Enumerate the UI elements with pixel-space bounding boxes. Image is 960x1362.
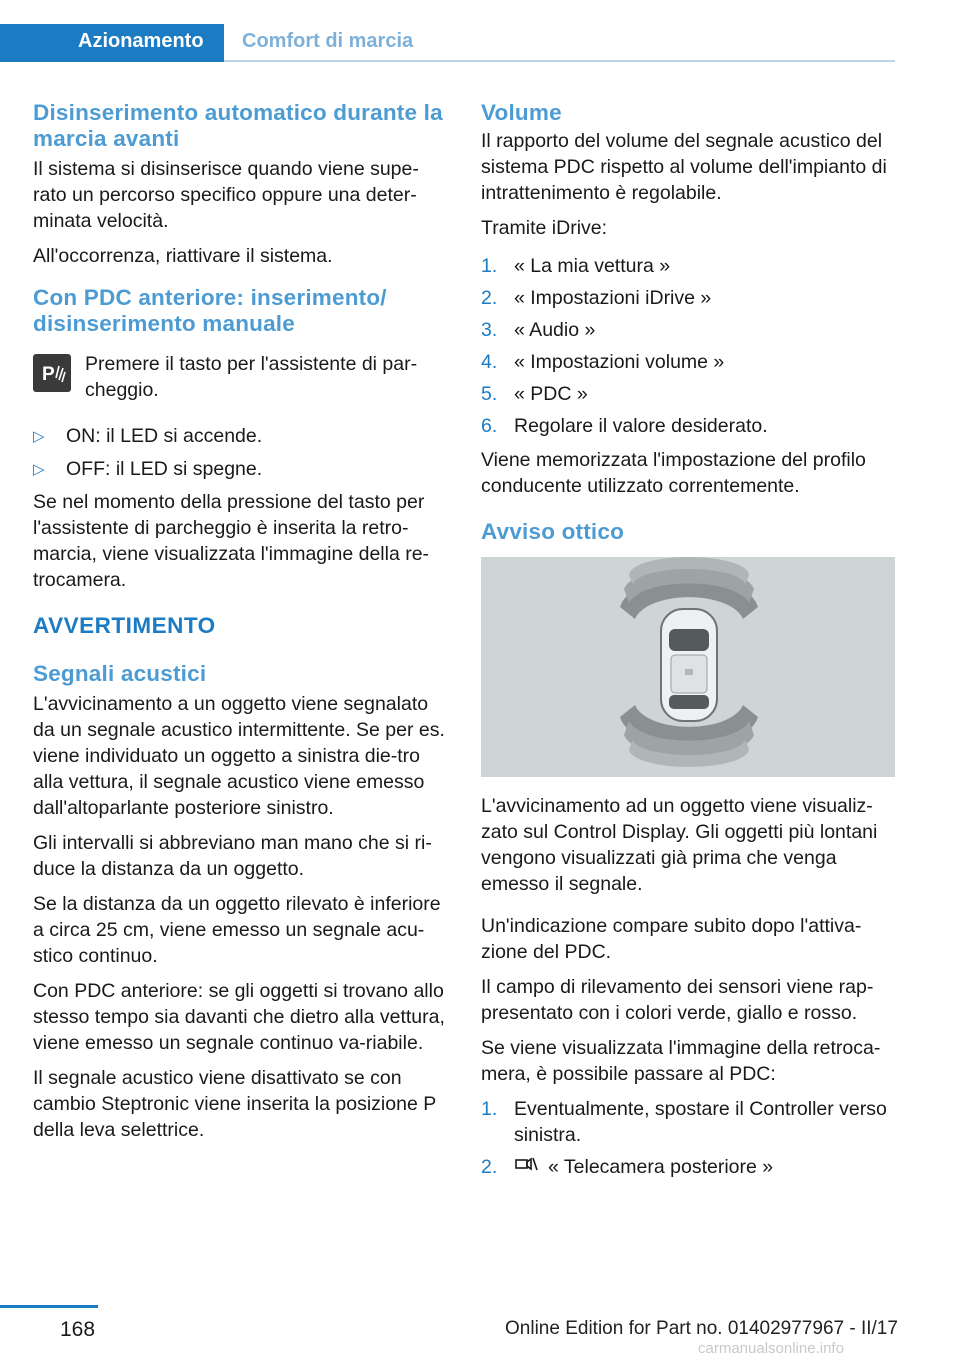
warning-heading: AVVERTIMENTO [33,613,216,638]
step-item [481,317,896,343]
step-item [481,253,896,279]
paragraph: Il rapporto del volume del segnale acustico del sistema PDC rispetto al volume dell'impianto di intrattenimento è regolabile. [481,130,887,204]
heading-auto-disable: Disinserimento automatico durante la marcia avanti [33,100,443,151]
page-number-rule [0,1305,98,1308]
led-state-list [33,423,448,483]
step-text: « Audio » [514,319,596,341]
list-item-text: ON: il LED si accende. [66,425,263,447]
paragraph: L'avvicinamento ad un oggetto viene visualiz-zato sul Control Display. Gli oggetti più lontani vengono visualizzati già prima che venga emesso il segnale. [481,795,878,895]
watermark: carmanualsonline.info [698,1340,844,1357]
paragraph: Con PDC anteriore: se gli oggetti si trovano allo stesso tempo sia davanti che dietro alla vettura, viene emesso un segnale continuo va-riabile. [33,980,445,1054]
step-number: 1. [481,255,498,277]
svg-text:P: P [42,364,55,385]
step-text: Eventualmente, spostare il Controller verso sinistra. [514,1098,887,1146]
paragraph: Viene memorizzata l'impostazione del profilo conducente utilizzato correntemente. [481,449,866,497]
idrive-steps [481,253,896,439]
step-text: « Impostazioni iDrive » [514,287,712,309]
step-number: 2. [481,1156,498,1178]
step-number: 1. [481,1098,498,1120]
heading-acoustic-signals: Segnali acustici [33,661,207,686]
step-item [481,1096,896,1148]
step-text: « Impostazioni volume » [514,351,725,373]
car-sensor-diagram [481,557,895,777]
step-number: 2. [481,287,498,309]
paragraph: Il segnale acustico viene disattivato se con cambio Steptronic viene inserita la posizione P della leva selettrice. [33,1067,436,1141]
triangle-bullet-icon: ▷ [33,428,45,445]
step-number: 4. [481,351,498,373]
step-text: « La mia vettura » [514,255,671,277]
right-column [481,100,896,1189]
edition-note: Online Edition for Part no. 01402977967 - II/17 [505,1318,898,1339]
step-item [481,285,896,311]
heading-manual-toggle: Con PDC anteriore: inserimento/ disinserimento manuale [33,285,387,336]
button-text: Premere il tasto per l'assistente di par-cheggio. [85,353,418,401]
triangle-bullet-icon: ▷ [33,461,45,478]
step-item [481,349,896,375]
step-text: Regolare il valore desiderato. [514,415,768,437]
paragraph: L'avvicinamento a un oggetto viene segnalato da un segnale acustico intermittente. Se per es. viene individuato un oggetto a sinistra die-tro alla vettura, il segnale acustico viene emesso dall'altoparlante posteriore sinistro. [33,693,445,819]
camera-steps [481,1096,896,1181]
paragraph: Se nel momento della pressione del tasto per l'assistente di parcheggio è inserita la retro-marcia, viene visualizzata l'immagine della re-trocamera. [33,491,430,591]
paragraph: Se la distanza da un oggetto rilevato è inferiore a circa 25 cm, viene emesso un segnale acu-stico continuo. [33,893,441,967]
paragraph: Il campo di rilevamento dei sensori viene rap-presentato con i colori verde, giallo e rosso. [481,976,874,1024]
paragraph: Se viene visualizzata l'immagine della retroca-mera, è possibile passare al PDC: [481,1037,881,1085]
step-number: 6. [481,415,498,437]
paragraph: Tramite iDrive: [481,217,608,239]
pdc-display-illustration [481,557,895,777]
list-item-text: OFF: il LED si spegne. [66,458,263,480]
header-tabs [0,0,895,62]
heading-visual-warning: Avviso ottico [481,519,625,544]
paragraph: Gli intervalli si abbreviano man mano che si ri-duce la distanza da un oggetto. [33,832,432,880]
button-instruction [33,351,448,403]
step-item [481,413,896,439]
paragraph: All'occorrenza, riattivare il sistema. [33,245,333,267]
page-number: 168 [60,1318,96,1341]
step-item [481,381,896,407]
list-item [33,423,448,450]
step-text: « PDC » [514,383,588,405]
step-item [481,1154,896,1181]
step-number: 3. [481,319,498,341]
list-item [33,456,448,483]
paragraph: Un'indicazione compare subito dopo l'attiva-zione del PDC. [481,915,862,963]
step-number: 5. [481,383,498,405]
heading-volume: Volume [481,100,562,125]
paragraph: Il sistema si disinserisce quando viene supe-rato un percorso specifico oppure una deter-minata velocità. [33,158,419,232]
left-column [33,100,448,1152]
rear-camera-icon [514,1154,540,1181]
header-divider [224,60,895,62]
tab-azionamento: Azionamento [0,24,224,62]
parking-assistant-button-icon [33,354,71,392]
step-text: « Telecamera posteriore » [548,1156,774,1178]
tab-comfort-di-marcia: Comfort di marcia [242,30,414,52]
